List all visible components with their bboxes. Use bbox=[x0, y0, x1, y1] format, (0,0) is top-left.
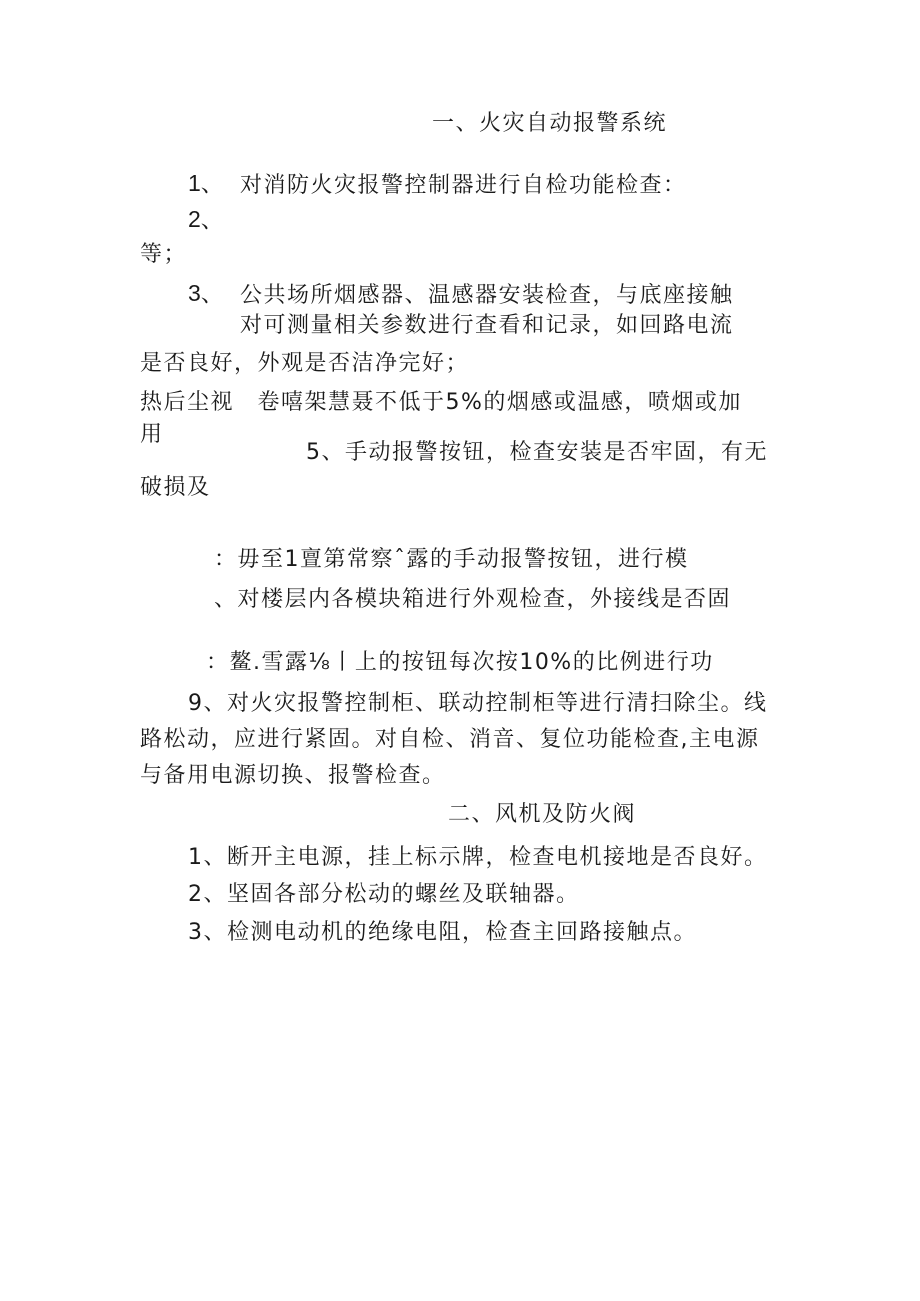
item3-number: 3、 bbox=[188, 280, 224, 306]
item9-line3: 与备用电源切换、报警检查。 bbox=[140, 763, 446, 788]
item2-continuation: 等； bbox=[140, 242, 188, 267]
item7-line: 、对楼层内各模块箱进行外观检查，外接线是否固 bbox=[214, 587, 732, 612]
item3-line1: 公共场所烟感器、温感器安装检查，与底座接触 bbox=[240, 283, 734, 308]
item9-line2: 路松动，应进行紧固。对自检、消音、复位功能检查,主电源 bbox=[140, 727, 760, 752]
item5-line2: 破损及 bbox=[140, 475, 211, 500]
item4-line2: 用 bbox=[140, 422, 164, 447]
section2-item1: 1、断开主电源，挂上标示牌，检查电机接地是否良好。 bbox=[188, 845, 768, 870]
item1-number: 1、 bbox=[188, 170, 224, 196]
item2-number: 2、 bbox=[188, 206, 224, 232]
section1-heading: 一、火灾自动报警系统 bbox=[432, 111, 668, 136]
item3-line2: 是否良好，外观是否洁净完好； bbox=[140, 351, 470, 376]
section2-heading: 二、风机及防火阀 bbox=[448, 802, 637, 827]
item6-line: ：毋至1亶第常察ˆ露的手动报警按钮，进行模 bbox=[214, 547, 689, 572]
item3-line1b: 对可测量相关参数进行查看和记录，如回路电流 bbox=[240, 313, 734, 338]
item1-text: 对消防火灾报警控制器进行自检功能检查： bbox=[240, 173, 687, 198]
item5-line1: 5、手动报警按钮，检查安装是否牢固，有无 bbox=[306, 440, 768, 465]
item4-line1: 热后尘视 卷嘻架慧聂不低于5%的烟感或温感，喷烟或加 bbox=[140, 390, 742, 415]
item8-line: ：鳌.雪露⅛丨上的按钮每次按10%的比例进行功 bbox=[206, 650, 714, 675]
section2-item3: 3、检测电动机的绝缘电阻，检查主回路接触点。 bbox=[188, 920, 697, 945]
section2-item2: 2、坚固各部分松动的螺丝及联轴器。 bbox=[188, 882, 580, 907]
item9-line1: 9、对火灾报警控制柜、联动控制柜等进行清扫除尘。线 bbox=[188, 691, 768, 716]
